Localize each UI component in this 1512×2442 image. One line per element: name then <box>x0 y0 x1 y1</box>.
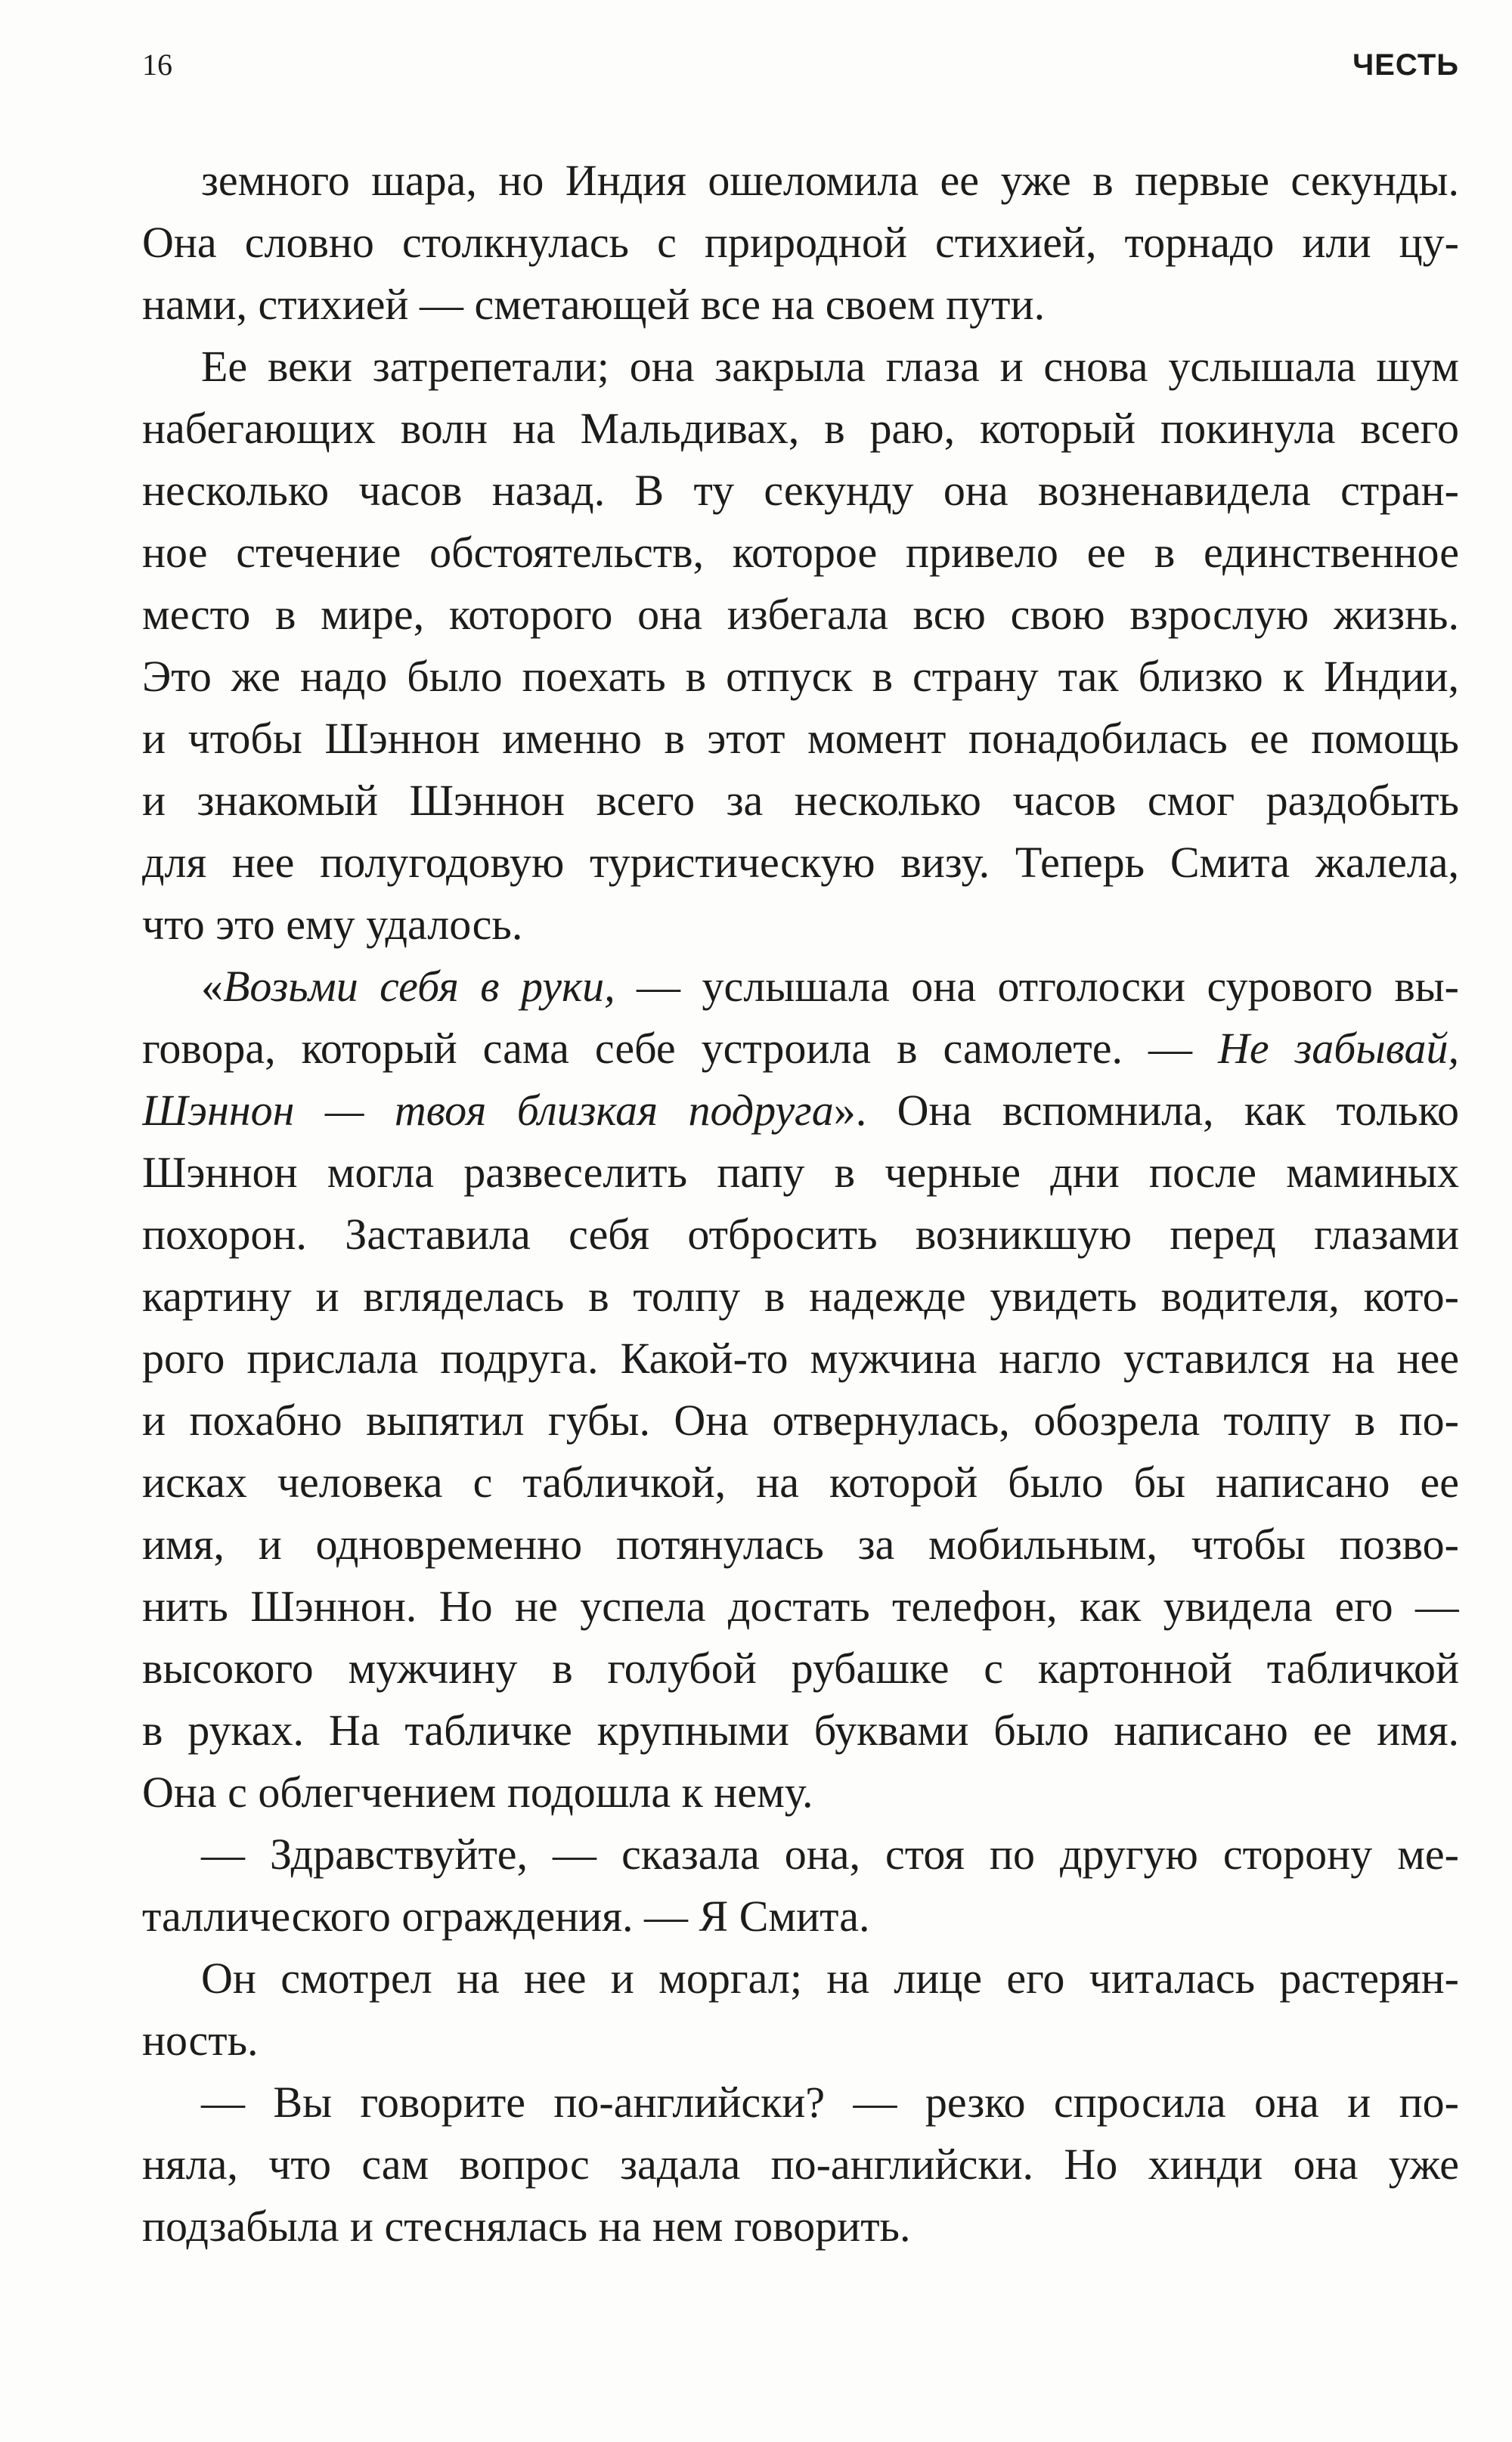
text-line <box>142 1948 1459 2010</box>
text-run: няла, что сам вопрос задала по-английски. Но хинди она уже <box>142 2140 1459 2189</box>
text-line <box>142 1390 1459 1452</box>
text-run: нами, стихией — сметающей все на своем пути. <box>142 280 1046 329</box>
text-run: таллического ограждения. — Я Смита. <box>142 1892 870 1941</box>
page-number: 16 <box>142 48 172 82</box>
text-line <box>142 1452 1459 1514</box>
italic-text: Не забывай, <box>1217 1024 1459 1073</box>
text-run: Ее веки затрепетали; она закрыла глаза и снова услышала шум <box>201 342 1459 391</box>
text-run: ное стечение обстоятельств, которое привело ее в единственное <box>142 528 1459 577</box>
text-run: и похабно выпятил губы. Она отвернулась, обозрела толпу в по- <box>142 1396 1459 1445</box>
text-line <box>142 646 1459 708</box>
text-line <box>142 1204 1459 1266</box>
text-line <box>142 1700 1459 1762</box>
text-line <box>142 2072 1459 2134</box>
text-line <box>142 2134 1459 2196</box>
text-line <box>142 2196 1459 2258</box>
text-run: — Здравствуйте, — сказала она, стоя по другую сторону ме- <box>201 1830 1459 1879</box>
text-run: рого прислала подруга. Какой-то мужчина нагло уставился на нее <box>142 1334 1459 1383</box>
text-line <box>142 212 1459 274</box>
text-run: что это ему удалось. <box>142 900 523 949</box>
text-line <box>142 832 1459 894</box>
text-line <box>142 2010 1459 2072</box>
text-line <box>142 894 1459 956</box>
text-line <box>142 1142 1459 1204</box>
text-run: исках человека с табличкой, на которой было бы написано ее <box>142 1458 1459 1507</box>
text-line <box>142 1762 1459 1824</box>
italic-text: Возьми себя в руки, <box>223 962 615 1011</box>
text-line <box>142 274 1459 336</box>
text-run: говора, который сама себе устроила в самолете. — <box>142 1024 1218 1073</box>
text-run: земного шара, но Индия ошеломила ее уже в первые секунды. <box>201 156 1459 205</box>
text-line <box>142 584 1459 646</box>
text-run: в руках. На табличке крупными буквами было написано ее имя. <box>142 1706 1459 1755</box>
running-title: ЧЕСТЬ <box>1352 48 1459 82</box>
text-run: место в мире, которого она избегала всю свою взрослую жизнь. <box>142 590 1459 639</box>
text-run: похорон. Заставила себя отбросить возникшую перед глазами <box>142 1210 1459 1259</box>
text-run: Шэннон могла развеселить папу в черные дни после маминых <box>142 1148 1459 1197</box>
text-line <box>142 1080 1459 1142</box>
text-line <box>142 956 1459 1018</box>
text-run: Она с облегчением подошла к нему. <box>142 1768 813 1817</box>
text-line <box>142 708 1459 770</box>
text-line <box>142 1576 1459 1638</box>
text-run: подзабыла и стеснялась на нем говорить. <box>142 2202 911 2251</box>
text-run: — услышала она отголоски сурового вы- <box>615 962 1459 1011</box>
text-line <box>142 1514 1459 1576</box>
text-line <box>142 1824 1459 1886</box>
text-run: ность. <box>142 2016 259 2065</box>
text-line <box>142 770 1459 832</box>
text-run: высокого мужчину в голубой рубашке с картонной табличкой <box>142 1644 1459 1693</box>
text-line <box>142 336 1459 398</box>
text-run: несколько часов назад. В ту секунду она возненавидела стран- <box>142 466 1459 515</box>
text-run: ». Она вспомнила, как только <box>833 1086 1459 1135</box>
text-line <box>142 150 1459 212</box>
body-text <box>142 150 1459 2258</box>
text-run: имя, и одновременно потянулась за мобильным, чтобы позво- <box>142 1520 1459 1569</box>
text-run: Она словно столкнулась с природной стихией, торнадо или цу- <box>142 218 1459 267</box>
text-run: Он смотрел на нее и моргал; на лице его читалась растерян- <box>201 1954 1459 2003</box>
text-line <box>142 398 1459 460</box>
text-run: набегающих волн на Мальдивах, в раю, который покинула всего <box>142 404 1459 453</box>
text-line <box>142 1018 1459 1080</box>
text-run: Это же надо было поехать в отпуск в страну так близко к Индии, <box>142 652 1459 701</box>
text-run: и знакомый Шэннон всего за несколько часов смог раздобыть <box>142 776 1459 825</box>
italic-text: Шэннон — твоя близкая подруга <box>142 1086 834 1135</box>
text-line <box>142 460 1459 522</box>
text-run: — Вы говорите по-английски? — резко спросила она и по- <box>201 2078 1459 2127</box>
text-run: нить Шэннон. Но не успела достать телефон, как увидела его — <box>142 1582 1459 1631</box>
text-run: для нее полугодовую туристическую визу. Теперь Смита жалела, <box>142 838 1459 887</box>
text-line <box>142 1266 1459 1328</box>
text-line <box>142 1638 1459 1700</box>
text-run: картину и вгляделась в толпу в надежде увидеть водителя, кото- <box>142 1272 1459 1321</box>
text-line <box>142 1328 1459 1390</box>
text-line <box>142 522 1459 584</box>
text-line <box>142 1886 1459 1948</box>
text-run: « <box>201 962 223 1011</box>
text-run: и чтобы Шэннон именно в этот момент понадобилась ее помощь <box>142 714 1459 763</box>
